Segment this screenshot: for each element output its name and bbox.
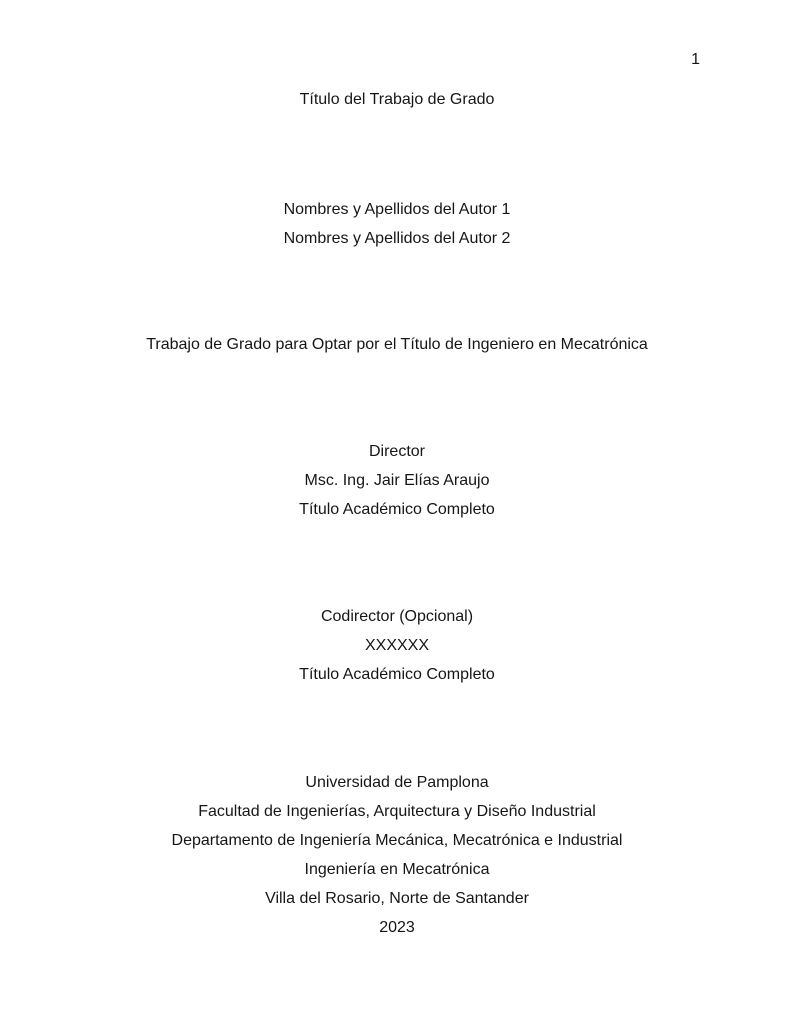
page-number: 1 bbox=[691, 51, 700, 68]
thesis-title: Título del Trabajo de Grado bbox=[299, 91, 495, 108]
degree-statement: Trabajo de Grado para Optar por el Título de Ingeniero en Mecatrónica bbox=[146, 336, 648, 353]
director-credential: Título Académico Completo bbox=[299, 501, 495, 518]
director-name: Msc. Ing. Jair Elías Araujo bbox=[304, 472, 490, 489]
institution-block bbox=[0, 768, 794, 942]
authors-block bbox=[0, 195, 794, 253]
degree-statement-block bbox=[0, 330, 794, 359]
faculty-name: Facultad de Ingenierías, Arquitectura y Diseño Industrial bbox=[198, 803, 596, 820]
author-2: Nombres y Apellidos del Autor 2 bbox=[283, 230, 511, 247]
codirector-name: XXXXXX bbox=[364, 637, 430, 654]
location: Villa del Rosario, Norte de Santander bbox=[265, 890, 529, 907]
codirector-role: Codirector (Opcional) bbox=[320, 608, 474, 625]
director-block bbox=[0, 437, 794, 524]
year: 2023 bbox=[379, 919, 415, 936]
codirector-block bbox=[0, 602, 794, 689]
title-block bbox=[0, 85, 794, 114]
codirector-credential: Título Académico Completo bbox=[299, 666, 495, 683]
author-1: Nombres y Apellidos del Autor 1 bbox=[283, 201, 511, 218]
university-name: Universidad de Pamplona bbox=[305, 774, 489, 791]
department-name: Departamento de Ingeniería Mecánica, Mecatrónica e Industrial bbox=[171, 832, 623, 849]
program-name: Ingeniería en Mecatrónica bbox=[304, 861, 490, 878]
director-role: Director bbox=[368, 443, 425, 460]
